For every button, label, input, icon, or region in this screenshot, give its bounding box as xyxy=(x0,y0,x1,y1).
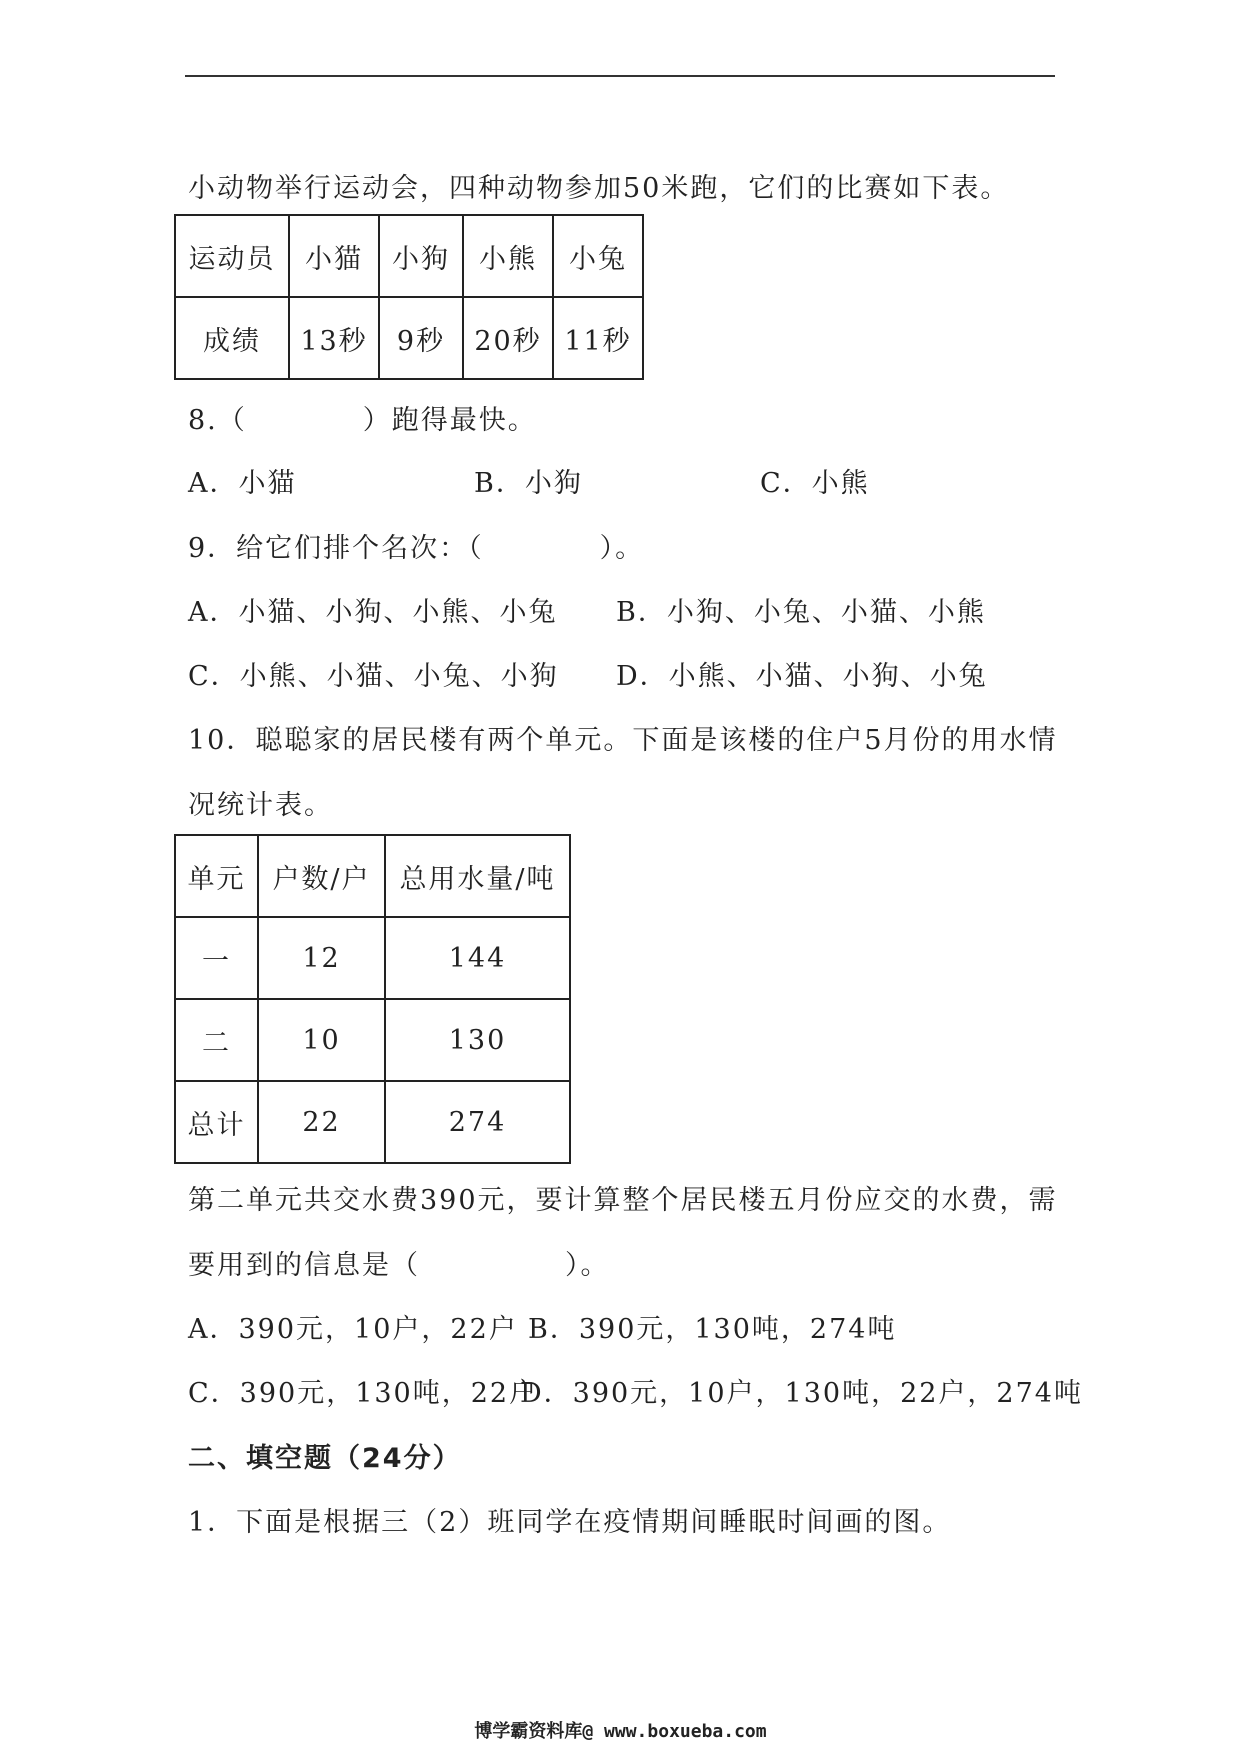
water-cell: 144 xyxy=(385,917,570,999)
footer-watermark: 博学霸资料库@ www.boxueba.com xyxy=(474,1721,767,1742)
value-cell: 20秒 xyxy=(463,297,553,379)
section2-q1: 1．下面是根据三（2）班同学在疫情期间睡眠时间画的图。 xyxy=(188,1507,952,1538)
q8-option-b: B．小狗 xyxy=(474,468,583,499)
header-cell: 小兔 xyxy=(553,215,643,297)
header-cell: 小狗 xyxy=(379,215,463,297)
header-cell: 单元 xyxy=(175,835,258,917)
header-cell: 运动员 xyxy=(175,215,289,297)
unit-cell: 总计 xyxy=(175,1081,258,1163)
row-label-cell: 成绩 xyxy=(175,297,289,379)
water-cell: 274 xyxy=(385,1081,570,1163)
households-cell: 10 xyxy=(258,999,385,1081)
q8-stem: 8.（ ）跑得最快。 xyxy=(188,405,537,436)
unit-cell: 一 xyxy=(175,917,258,999)
water-cell: 130 xyxy=(385,999,570,1081)
unit-cell: 二 xyxy=(175,999,258,1081)
table-row xyxy=(175,297,643,379)
q9-option-b: B．小狗、小兔、小猫、小熊 xyxy=(616,597,986,628)
q10-after-line1: 第二单元共交水费390元，要计算整个居民楼五月份应交的水费，需 xyxy=(188,1185,1058,1216)
top-rule xyxy=(185,75,1055,77)
q10-stem-line2: 况统计表。 xyxy=(188,790,333,821)
value-cell: 9秒 xyxy=(379,297,463,379)
header-cell: 总用水量/吨 xyxy=(385,835,570,917)
q8-option-a: A．小猫 xyxy=(188,468,297,499)
water-usage-table xyxy=(174,834,571,1164)
q9-option-d: D．小熊、小猫、小狗、小兔 xyxy=(616,661,988,692)
table-row xyxy=(175,917,570,999)
table-row xyxy=(175,215,643,297)
header-cell: 小熊 xyxy=(463,215,553,297)
q10-option-b: B．390元，130吨，274吨 xyxy=(528,1314,897,1345)
q10-stem-line1: 10．聪聪家的居民楼有两个单元。下面是该楼的住户5月份的用水情 xyxy=(188,725,1058,756)
q10-after-line2: 要用到的信息是（ ）。 xyxy=(188,1250,610,1281)
section2-title: 二、填空题（24分） xyxy=(188,1443,462,1474)
households-cell: 12 xyxy=(258,917,385,999)
race-table xyxy=(174,214,644,380)
q8-option-c: C．小熊 xyxy=(760,468,870,499)
table-row xyxy=(175,835,570,917)
q10-option-a: A．390元，10户，22户 xyxy=(188,1314,518,1345)
q10-option-d: D．390元，10户，130吨，22户，274吨 xyxy=(520,1378,1083,1409)
header-cell: 户数/户 xyxy=(258,835,385,917)
value-cell: 11秒 xyxy=(553,297,643,379)
households-cell: 22 xyxy=(258,1081,385,1163)
intro-text: 小动物举行运动会，四种动物参加50米跑，它们的比赛如下表。 xyxy=(188,173,1010,204)
q9-option-a: A．小猫、小狗、小熊、小兔 xyxy=(188,597,558,628)
q9-stem: 9．给它们排个名次：（ ）。 xyxy=(188,533,645,564)
q9-option-c: C．小熊、小猫、小兔、小狗 xyxy=(188,661,559,692)
header-cell: 小猫 xyxy=(289,215,379,297)
value-cell: 13秒 xyxy=(289,297,379,379)
table-row xyxy=(175,1081,570,1163)
table-row xyxy=(175,999,570,1081)
q10-option-c: C．390元，130吨，22户 xyxy=(188,1378,539,1409)
